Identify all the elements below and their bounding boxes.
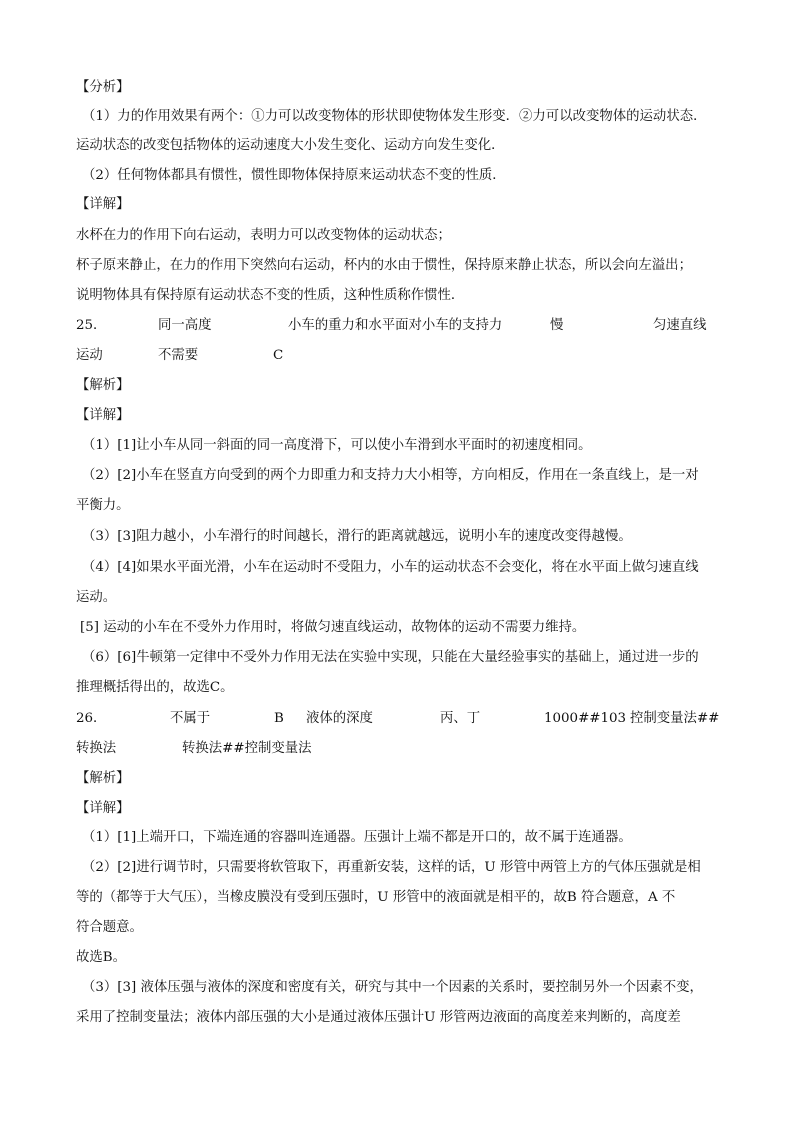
q26-answer-6b: 转换法 <box>76 741 117 756</box>
q25-line-6b: 推理概括得出的，故选C。 <box>76 680 234 695</box>
q26-answer-5: 1000##103 <box>544 711 627 726</box>
q26-answer-3: 液体的深度 <box>306 711 373 726</box>
q26-answer-4: 丙、丁 <box>440 711 481 726</box>
q25-answer-1: 同一高度 <box>158 318 212 333</box>
q26-answer-1: 不属于 <box>170 711 211 726</box>
q26-analysis-heading: 【解析】 <box>76 771 130 786</box>
analysis-p1a: （1）力的作用效果有两个：①力可以改变物体的形状即使物体发生形变．②力可以改变物体的运动状态． <box>82 109 707 124</box>
q25-line-4b: 运动。 <box>76 590 117 605</box>
q25-answer-3: 慢 <box>550 318 564 333</box>
q25-answer-6: C <box>273 348 284 363</box>
q25-line-6a: （6）[6]牛顿第一定律中不受外力作用无法在实验中实现，只能在大量经验事实的基础上，通过进一步的 <box>82 650 699 665</box>
q25-line-2b: 平衡力。 <box>76 498 130 513</box>
q25-line-3: （3）[3]阻力越小，小车滑行的时间越长，滑行的距离就越远，说明小车的速度改变得越慢。 <box>82 529 632 544</box>
q25-answer-2: 小车的重力和水平面对小车的支持力 <box>288 318 503 333</box>
q26-line-1: （1）[1]上端开口，下端连通的容器叫连通器。压强计上端不都是开口的，故不属于连通器。 <box>82 830 632 845</box>
q26-detail-heading: 【详解】 <box>76 801 130 816</box>
q26-line-2c: 符合题意。 <box>76 920 143 935</box>
detail-line-2: 杯子原来静止，在力的作用下突然向右运动，杯内的水由于惯性，保持原来静止状态，所以会向左溢出； <box>76 258 692 273</box>
q25-detail-heading: 【详解】 <box>76 408 130 423</box>
q25-answer-4b: 运动 <box>76 348 103 363</box>
detail-line-3: 说明物体具有保持原有运动状态不变的性质，这种性质称作惯性． <box>76 288 465 303</box>
q25-line-2a: （2）[2]小车在竖直方向受到的两个力即重力和支持力大小相等，方向相反，作用在一条直线上，是一对 <box>82 468 699 483</box>
analysis-p1b: 运动状态的改变包括物体的运动速度大小发生变化、运动方向发生变化． <box>76 138 505 153</box>
q25-line-5: [5] 运动的小车在不受外力作用时，将做匀速直线运动，故物体的运动不需要力维持。 <box>80 620 586 635</box>
analysis-p2: （2）任何物体都具有惯性，惯性即物体保持原来运动状态不变的性质． <box>82 168 506 183</box>
detail-line-1: 水杯在力的作用下向右运动，表明力可以改变物体的运动状态； <box>76 228 451 243</box>
q26-line-2b: 等的（都等于大气压），当橡皮膜没有受到压强时，U 形管中的液面就是相平的，故B 符合题意，A 不 <box>76 890 676 905</box>
q26-answer-6: 控制变量法## <box>630 711 720 726</box>
analysis-heading: 【分析】 <box>76 80 130 95</box>
q25-answer-5: 不需要 <box>158 348 199 363</box>
q26-answer-2: B <box>274 711 284 726</box>
q26-line-3a: （3）[3] 液体压强与液体的深度和密度有关，研究与其中一个因素的关系时，要控制另外一个因素不变， <box>82 980 703 995</box>
q26-line-2d: 故选B。 <box>76 950 127 965</box>
q25-answer-4: 匀速直线 <box>653 318 707 333</box>
q25-number: 25． <box>76 318 107 333</box>
detail-heading: 【详解】 <box>76 197 130 212</box>
q26-line-3b: 采用了控制变量法；液体内部压强的大小是通过液体压强计U 形管两边液面的高度差来判断的，高度差 <box>76 1010 681 1025</box>
q25-line-4a: （4）[4]如果水平面光滑，小车在运动时不受阻力，小车的运动状态不会变化，将在水平面上做匀速直线 <box>82 560 699 575</box>
q25-analysis-heading: 【解析】 <box>76 378 130 393</box>
q25-line-1: （1）[1]让小车从同一斜面的同一高度滑下，可以使小车滑到水平面时的初速度相同。 <box>82 438 592 453</box>
q26-line-2a: （2）[2]进行调节时，只需要将软管取下，再重新安装，这样的话，U 形管中两管上方的气体压强就是相 <box>82 860 701 875</box>
q26-answer-7: 转换法##控制变量法 <box>182 741 312 756</box>
q26-number: 26． <box>76 711 107 726</box>
